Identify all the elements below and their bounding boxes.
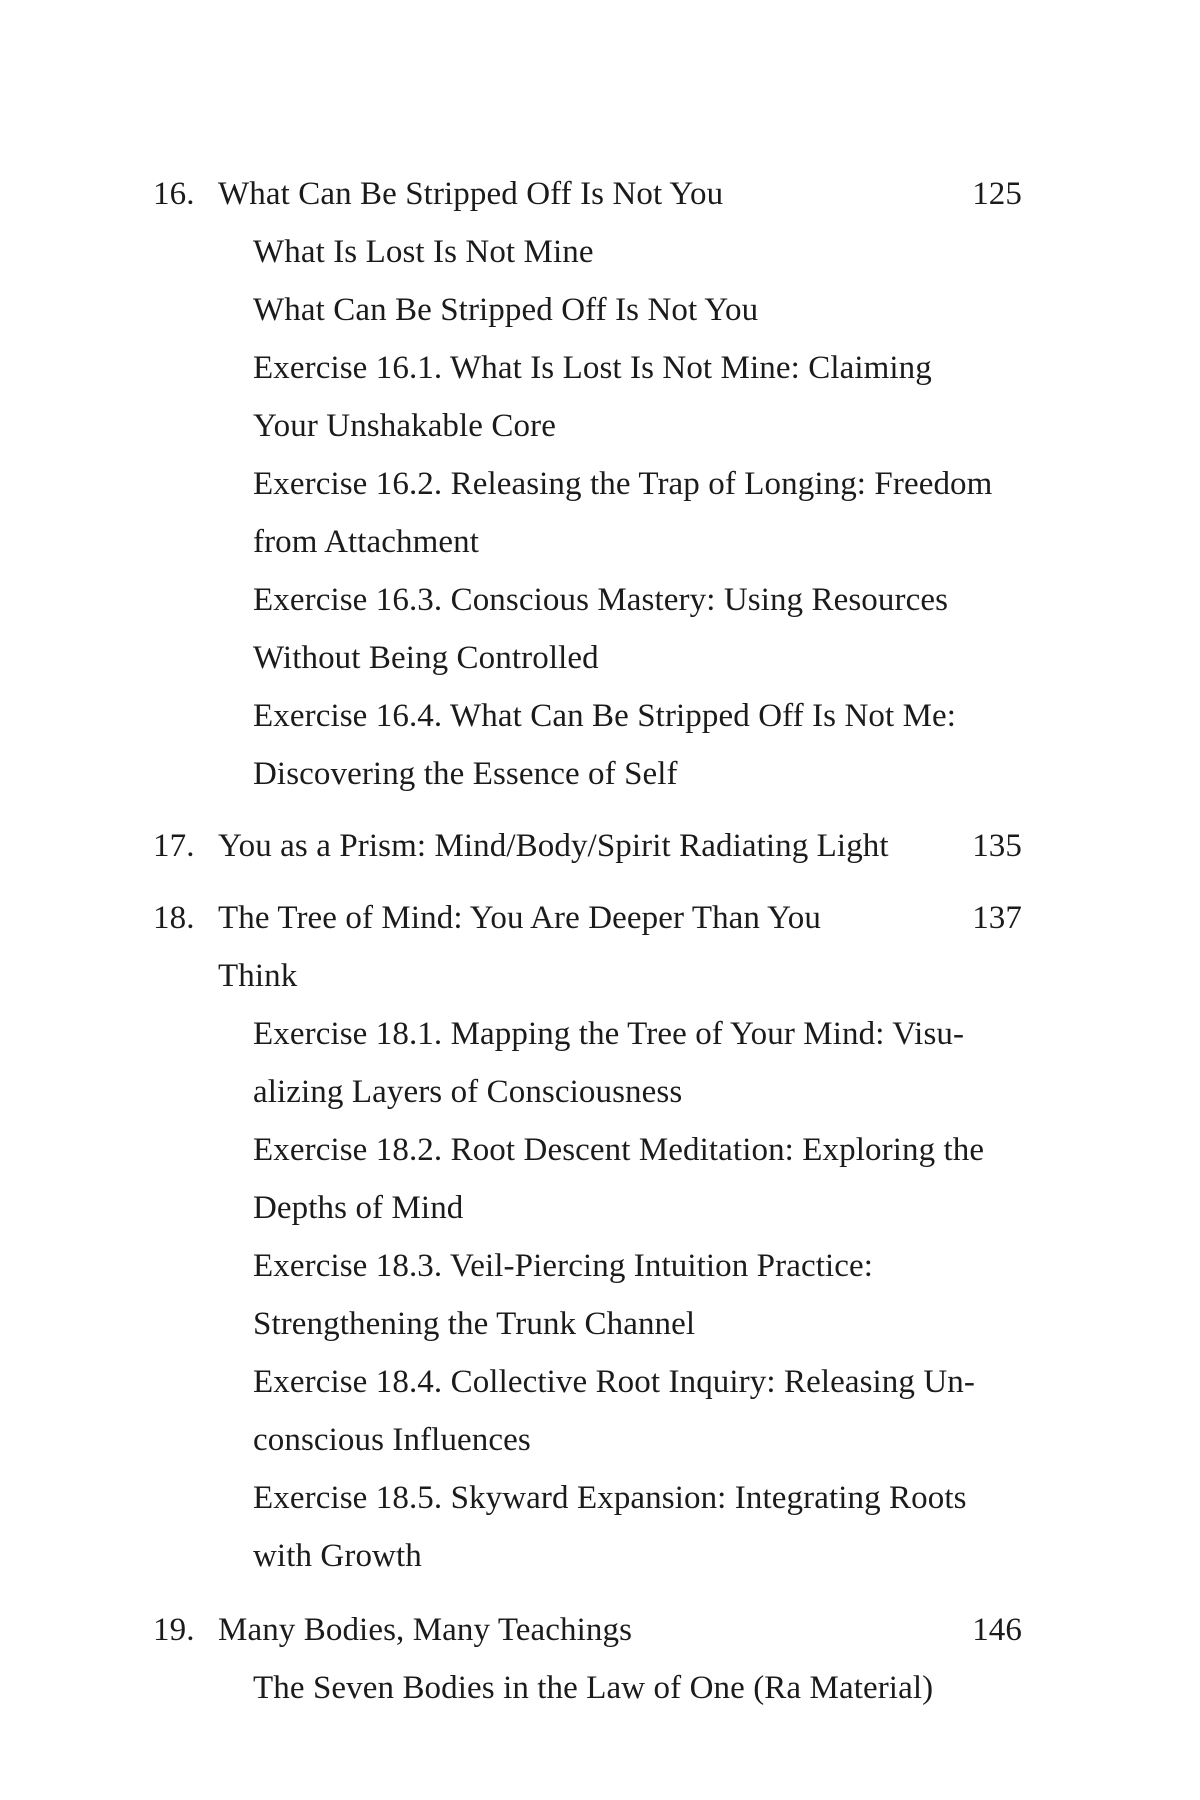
exercise-title[interactable]: Exercise 18.2. Root Descent Meditation: Exploring the (253, 1132, 985, 1168)
chapter-page-number: 146 (972, 1612, 1022, 1648)
exercise-title-cont: Depths of Mind (253, 1190, 464, 1226)
exercise-title-cont: Strengthening the Trunk Channel (253, 1306, 696, 1342)
chapter-title[interactable]: What Can Be Stripped Off Is Not You (218, 176, 724, 212)
chapter-number: 16. (153, 176, 195, 212)
exercise-title[interactable]: Exercise 16.2. Releasing the Trap of Longing: Freedom (253, 466, 993, 502)
chapter-title-cont: Think (218, 958, 298, 994)
chapter-title[interactable]: Many Bodies, Many Teachings (218, 1612, 633, 1648)
exercise-title[interactable]: Exercise 18.4. Collective Root Inquiry: Releasing Un- (253, 1364, 975, 1400)
exercise-title[interactable]: Exercise 16.4. What Can Be Stripped Off Is Not Me: (253, 698, 957, 734)
exercise-title[interactable]: Exercise 16.3. Conscious Mastery: Using Resources (253, 582, 949, 618)
chapter-page-number: 135 (972, 828, 1022, 864)
section-title[interactable]: The Seven Bodies in the Law of One (Ra Material) (253, 1670, 934, 1706)
chapter-title[interactable]: You as a Prism: Mind/Body/Spirit Radiating Light (218, 828, 889, 864)
chapter-number: 17. (153, 828, 195, 864)
chapter-number: 19. (153, 1612, 195, 1648)
exercise-title-cont: Without Being Controlled (253, 640, 599, 676)
chapter-page-number: 137 (972, 900, 1022, 936)
exercise-title[interactable]: Exercise 18.1. Mapping the Tree of Your Mind: Visu- (253, 1016, 965, 1052)
exercise-title-cont: with Growth (253, 1538, 422, 1574)
chapter-title[interactable]: The Tree of Mind: You Are Deeper Than You (218, 900, 821, 936)
chapter-number: 18. (153, 900, 195, 936)
exercise-title-cont: conscious Influences (253, 1422, 531, 1458)
exercise-title[interactable]: Exercise 18.5. Skyward Expansion: Integrating Roots (253, 1480, 967, 1516)
section-title[interactable]: What Can Be Stripped Off Is Not You (253, 292, 759, 328)
section-title[interactable]: What Is Lost Is Not Mine (253, 234, 594, 270)
exercise-title[interactable]: Exercise 16.1. What Is Lost Is Not Mine: Claiming (253, 350, 932, 386)
exercise-title-cont: Discovering the Essence of Self (253, 756, 678, 792)
exercise-title-cont: from Attachment (253, 524, 480, 560)
chapter-page-number: 125 (972, 176, 1022, 212)
exercise-title-cont: Your Unshakable Core (253, 408, 556, 444)
exercise-title[interactable]: Exercise 18.3. Veil-Piercing Intuition Practice: (253, 1248, 874, 1284)
exercise-title-cont: alizing Layers of Consciousness (253, 1074, 683, 1110)
